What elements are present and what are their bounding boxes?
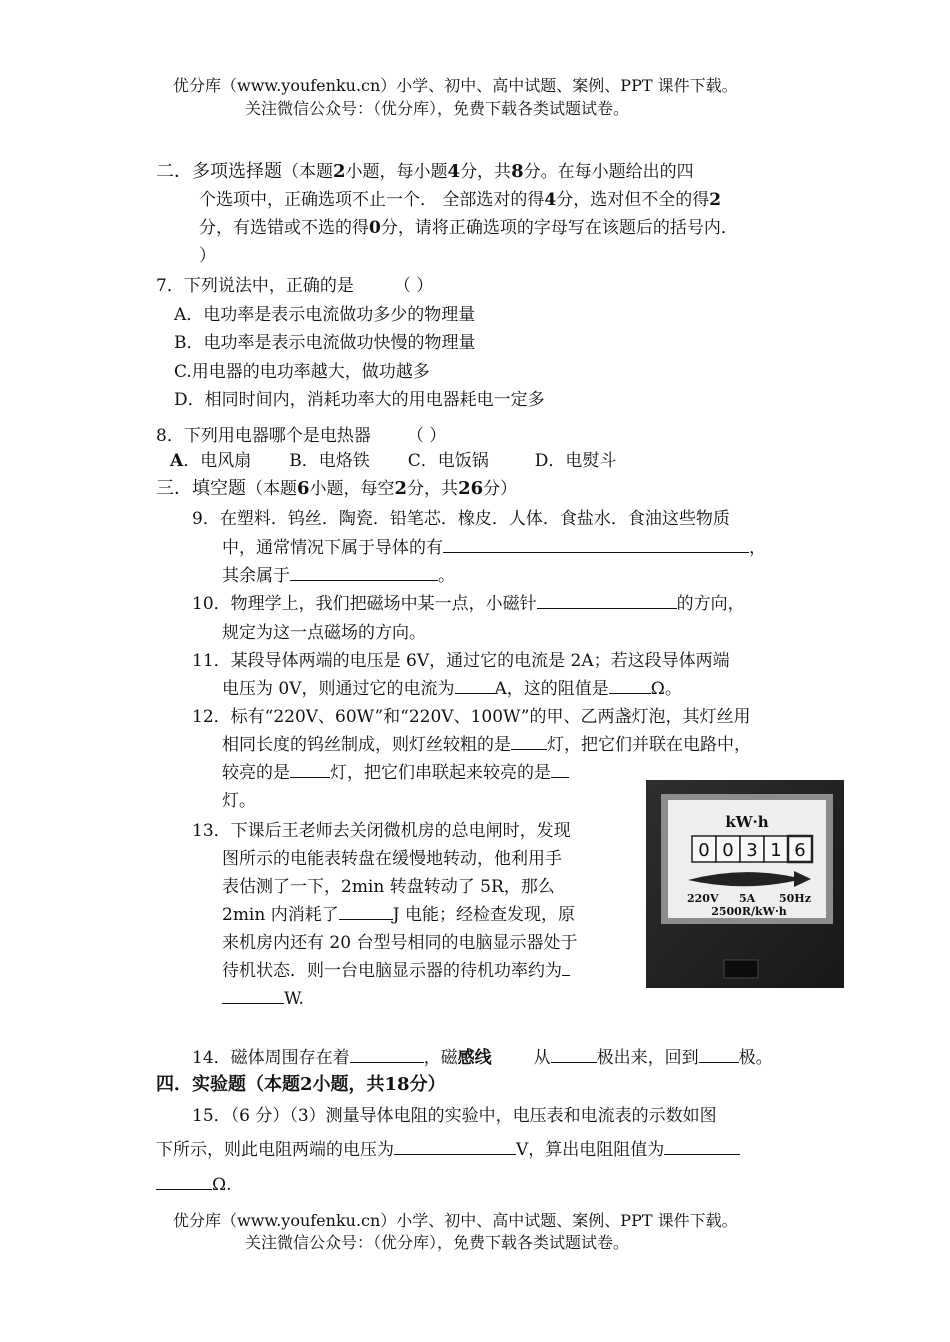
section-3-count: 6 xyxy=(297,478,310,499)
electric-meter-figure xyxy=(646,780,844,988)
option-b: B．电烙铁 xyxy=(289,451,370,471)
option-a: ．电风扇 xyxy=(183,451,252,471)
section-2-text: 分，选对但不全的得 xyxy=(556,190,710,210)
question-14-text: 感线 xyxy=(457,1048,492,1068)
question-13-line-5: 来机房内还有 20 台型号相同的电脑显示器处于 xyxy=(222,933,578,953)
question-9-text: 其余属于 xyxy=(222,566,290,586)
section-4-heading xyxy=(156,1074,446,1096)
section-4-title: 实验题 xyxy=(192,1074,246,1095)
option-a-letter: A xyxy=(170,451,184,471)
answer-blank[interactable] xyxy=(562,960,570,976)
section-3-total: 26 xyxy=(458,478,484,499)
counter-digit: 3 xyxy=(746,840,758,861)
section-4-total: 18 xyxy=(384,1074,410,1095)
question-9-line-1: 9．在塑料．钨丝．陶瓷．铅笔芯．橡皮．人体．食盐水．食油这些物质 xyxy=(192,509,730,529)
section-2-total: 8 xyxy=(511,161,524,182)
partial-score: 2 xyxy=(709,190,722,210)
question-15-text: Ω. xyxy=(212,1175,232,1195)
section-2-text: 个选项中，正确选项不止一个． 全部选对的得 xyxy=(199,190,545,210)
question-7-stem xyxy=(156,275,433,297)
meter-constant: 2500R/kW·h xyxy=(711,905,787,918)
answer-blank[interactable] xyxy=(290,762,330,778)
answer-blank[interactable] xyxy=(350,1047,424,1063)
question-13-line-3: 表估测了一下，2min 转盘转动了 5R，那么 xyxy=(222,877,555,897)
question-7-option-a: A．电功率是表示电流做功多少的物理量 xyxy=(174,305,476,325)
answer-blank[interactable] xyxy=(443,537,749,553)
question-12-line-4: 灯。 xyxy=(222,791,256,811)
question-7-option-d: D．相同时间内，消耗功率大的用电器耗电一定多 xyxy=(174,390,545,410)
meter-voltage: 220V xyxy=(687,892,719,905)
section-2-instructions-line-3 xyxy=(199,217,738,239)
section-3-number: 三． xyxy=(156,478,192,499)
question-9-text: ， xyxy=(749,538,766,558)
answer-blank[interactable] xyxy=(339,904,393,920)
section-2-text: 分。在每小题给出的四 xyxy=(523,162,694,182)
question-14-text: ，磁 xyxy=(423,1048,458,1068)
question-13-text: 2min 内消耗了 xyxy=(222,905,339,925)
section-2-text: （本题 xyxy=(282,162,333,182)
question-11-text: A，这的阻值是 xyxy=(494,679,609,699)
section-2-heading xyxy=(156,161,694,183)
counter-digit: 1 xyxy=(770,840,782,861)
section-3-text: （本题 xyxy=(246,479,297,499)
section-3-text: 小题，每空 xyxy=(309,479,395,499)
question-13-line-6 xyxy=(222,960,570,982)
question-10-text: 的方向， xyxy=(676,594,745,614)
section-3-text: 分，共 xyxy=(407,479,459,499)
meter-frequency: 50Hz xyxy=(779,892,811,905)
question-14 xyxy=(192,1047,773,1069)
question-9-text: 中，通常情况下属于导体的有 xyxy=(222,538,443,558)
option-d: D．电熨斗 xyxy=(534,451,617,471)
question-9-line-2 xyxy=(222,537,766,559)
question-13-text: 待机状态．则一台电脑显示器的待机功率约为 xyxy=(222,961,562,981)
answer-blank[interactable] xyxy=(511,734,547,750)
question-10-line-1 xyxy=(192,593,745,615)
question-15-line-3 xyxy=(156,1174,232,1196)
section-2-points: 4 xyxy=(447,161,461,182)
full-score: 4 xyxy=(544,190,557,210)
question-12-text: 灯，把它们串联起来较亮的是 xyxy=(330,763,551,783)
section-2-number: 二． xyxy=(156,161,192,182)
question-9-text: 。 xyxy=(438,566,455,586)
question-12-text: 相同长度的钨丝制成，则灯丝较粗的是 xyxy=(222,735,511,755)
footer-line-2: 关注微信公众号：（优分库），免费下载各类试题试卷。 xyxy=(245,1233,630,1252)
question-12-text: 较亮的是 xyxy=(222,763,290,783)
question-7-option-b: B．电功率是表示电流做功快慢的物理量 xyxy=(174,333,476,353)
question-15-text: 下所示，则此电阻两端的电压为 xyxy=(156,1140,394,1160)
section-2-text: 分，有选错或不选的得 xyxy=(199,218,369,238)
section-4-text: 小题，共 xyxy=(312,1074,385,1095)
question-13-line-1: 13．下课后王老师去关闭微机房的总电闸时，发现 xyxy=(192,821,571,841)
electric-meter-drawing xyxy=(646,780,844,988)
question-11-text: 电压为 0V，则通过它的电流为 xyxy=(222,679,455,699)
answer-blank[interactable] xyxy=(551,762,569,778)
section-2-close-paren: ） xyxy=(199,246,216,266)
question-13-line-2: 图所示的电能表转盘在缓慢地转动，他利用手 xyxy=(222,849,562,869)
question-10-line-2: 规定为这一点磁场的方向。 xyxy=(222,623,426,643)
question-7-option-c: C.用电器的电功率越大，做功越多 xyxy=(174,362,430,382)
meter-counter xyxy=(692,836,812,862)
header-line-1: 优分库（www.youfenku.cn）小学、初中、高中试题、案例、PPT 课件下载。 xyxy=(173,76,738,95)
answer-blank[interactable] xyxy=(290,565,438,581)
answer-blank[interactable] xyxy=(551,1047,597,1063)
answer-blank[interactable] xyxy=(664,1139,740,1155)
question-9-line-3 xyxy=(222,565,455,587)
section-2-text: 小题，每小题 xyxy=(345,162,448,182)
footer-line-1: 优分库（www.youfenku.cn）小学、初中、高中试题、案例、PPT 课件下载。 xyxy=(173,1211,738,1230)
answer-blank[interactable] xyxy=(699,1047,739,1063)
question-7-answer-slot[interactable]: （ ） xyxy=(393,276,434,296)
question-14-text: 从 xyxy=(533,1048,551,1068)
answer-blank[interactable] xyxy=(394,1139,516,1155)
question-14-text: 极出来，回到 xyxy=(596,1048,699,1068)
section-3-heading xyxy=(156,478,517,500)
counter-digit: 0 xyxy=(698,840,710,861)
question-10-text: 10．物理学上，我们把磁场中某一点，小磁针 xyxy=(192,594,537,614)
question-15-text: V，算出电阻阻值为 xyxy=(516,1140,665,1160)
option-c: C．电饭锅 xyxy=(407,451,489,471)
answer-blank[interactable] xyxy=(609,678,651,694)
section-4-number: 四． xyxy=(156,1074,192,1095)
meter-unit-label: kW·h xyxy=(725,813,769,831)
counter-digit: 0 xyxy=(722,840,734,861)
meter-current: 5A xyxy=(739,892,756,905)
question-13-line-7 xyxy=(222,988,304,1010)
meter-terminal-slot xyxy=(724,960,758,978)
question-14-text: 极。 xyxy=(738,1048,773,1068)
question-8-stem xyxy=(156,425,446,447)
section-3-points: 2 xyxy=(394,478,408,499)
question-12-line-2 xyxy=(222,734,751,756)
question-7-text: 7．下列说法中，正确的是 xyxy=(156,276,354,296)
section-3-text: 分） xyxy=(483,479,518,499)
question-13-text: J 电能；经检查发现，原 xyxy=(392,905,575,925)
question-11-line-1: 11．某段导体两端的电压是 6V，通过它的电流是 2A；若这段导体两端 xyxy=(192,651,730,671)
question-8-options xyxy=(170,450,616,472)
answer-blank[interactable] xyxy=(537,593,677,609)
answer-blank[interactable] xyxy=(156,1174,212,1190)
section-4-text: 分） xyxy=(409,1074,446,1095)
wrong-score: 0 xyxy=(369,218,381,238)
section-2-title: 多项选择题 xyxy=(192,161,282,182)
question-11-text: Ω。 xyxy=(650,679,682,699)
question-11-line-2 xyxy=(222,678,682,700)
question-15-line-2 xyxy=(156,1139,740,1161)
counter-digit: 6 xyxy=(794,840,806,861)
section-4-count: 2 xyxy=(300,1074,313,1095)
section-4-text: （本题 xyxy=(246,1074,300,1095)
question-14-text: 14．磁体周围存在着 xyxy=(192,1048,350,1068)
question-12-text: 灯，把它们并联在电路中， xyxy=(547,735,751,755)
question-12-line-3 xyxy=(222,762,569,784)
header-line-2: 关注微信公众号：（优分库），免费下载各类试题试卷。 xyxy=(245,99,630,118)
question-15-line-1: 15．（6 分）（3）测量导体电阻的实验中，电压表和电流表的示数如图 xyxy=(192,1106,717,1126)
answer-blank[interactable] xyxy=(455,678,495,694)
question-8-answer-slot[interactable]: （ ） xyxy=(406,426,447,446)
section-2-text: 分，共 xyxy=(460,162,512,182)
section-2-instructions-line-2 xyxy=(199,189,721,211)
question-12-line-1: 12．标有“220V、60W”和“220V、100W”的甲、乙两盏灯泡，其灯丝用 xyxy=(192,707,751,727)
answer-blank[interactable] xyxy=(222,988,284,1004)
section-2-count: 2 xyxy=(333,161,346,182)
section-3-title: 填空题 xyxy=(192,478,246,499)
question-8-text: 8．下列用电器哪个是电热器 xyxy=(156,426,371,446)
section-2-text: 分，请将正确选项的字母写在该题后的括号内． xyxy=(380,218,738,238)
question-13-text: W. xyxy=(284,989,304,1009)
question-13-line-4 xyxy=(222,904,575,926)
